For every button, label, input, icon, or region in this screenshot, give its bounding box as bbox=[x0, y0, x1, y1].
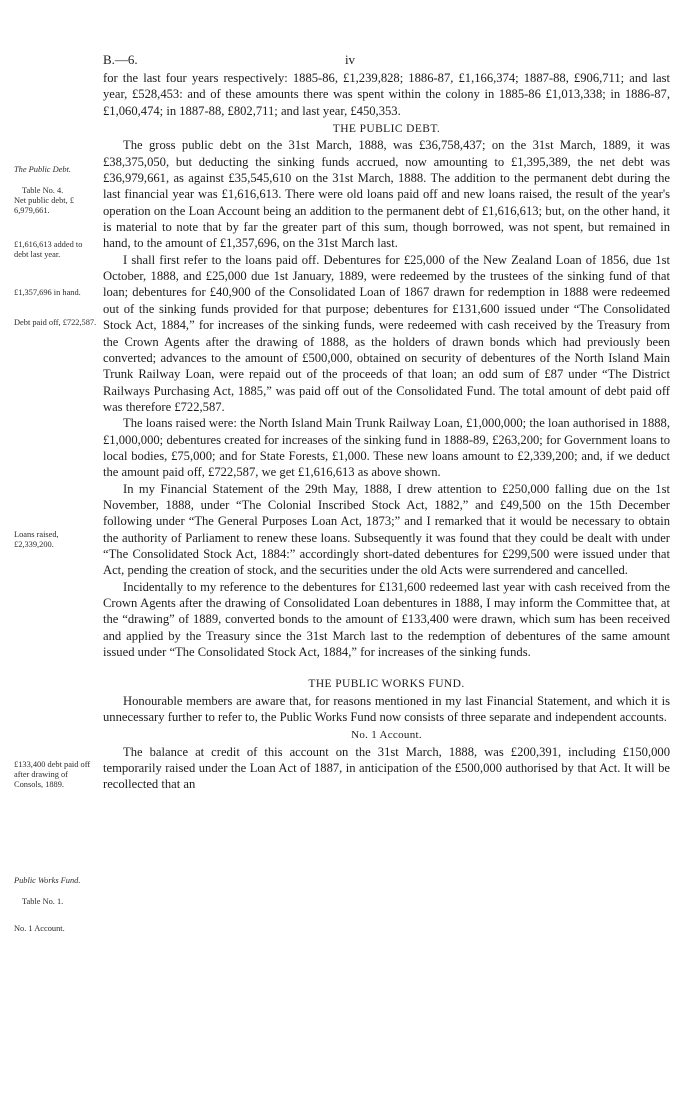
margin-note-table-1: Table No. 1. bbox=[22, 897, 64, 906]
margin-note-debt-paid-after-drawing: £133,400 debt paid off after drawing of Consols, 1889. bbox=[14, 760, 91, 789]
page-reference: B.—6. bbox=[103, 52, 138, 67]
margin-note-added-to-debt: £1,616,613 added to debt last year. bbox=[14, 240, 83, 259]
margin-note-debt-paid-off: Debt paid off, £722,587. bbox=[14, 318, 97, 327]
heading-public-works-fund: THE PUBLIC WORKS FUND. bbox=[308, 678, 465, 691]
paragraph-incidentally: Incidentally to my reference to the debentures for £131,600 redeemed last year with cash received from the Crown Agents after the drawing of Consolidated Loan debentures in 1888, I may inform the Committee that, at the “drawing” of 1889, converted bonds to the amount of £133,400 were drawn, which sum has been received and applied by the Treasury since the 31st March last to the redemption of debentures of the same amount issued under “The Consolidated Stock Act, 1884,” for increases of the sinking funds. bbox=[103, 579, 670, 660]
paragraph-gross-debt: The gross public debt on the 31st March, 1888, was £36,758,437; on the 31st March, 1889, it was £38,375,050, but deducting the sinking funds accrued, now amounting to £1,395,389, the net debt was £36,979,661, as against £35,545,610 on the 31st March, 1888. The addition to the permanent debt during the last financial year was £1,616,613. There were old loans paid off and new loans raised, the result of the year's operation on the Loan Account being an addition to the permanent debt of £1,616,613; but, on the other hand, it is material to note that by far the greater part of this sum, though borrowed, was not spent, but remained in hand, to the amount of £1,357,696, on the 31st March last. bbox=[103, 138, 670, 251]
paragraph-honourable-members: Honourable members are aware that, for reasons mentioned in my last Financial Statement, and which it is unnecessary further to refer to, the Public Works Fund now consists of three separate and independent accounts. bbox=[103, 693, 670, 725]
body-text bbox=[103, 70, 670, 793]
margin-note-public-works-fund: Public Works Fund. bbox=[14, 876, 81, 885]
margin-note-loans-raised: Loans raised, £2,339,200. bbox=[14, 530, 59, 549]
paragraph-continued: for the last four years respectively: 1885-86, £1,239,828; 1886-87, £1,166,374; 1887-88, £906,711; and last year, £528,453: and of these amounts there was spent within the colony in 1885-86 £1,013,338; in 1886-87, £1,060,474; in 1887-88, £802,711; and last year, £450,353. bbox=[103, 71, 670, 118]
heading-public-debt: THE PUBLIC DEBT. bbox=[332, 123, 441, 136]
page-number: iv bbox=[344, 52, 356, 67]
heading-no-1-account: No. 1 Account. bbox=[351, 729, 422, 742]
paragraph-loans-paid-off: I shall first refer to the loans paid off. Debentures for £25,000 of the New Zealand Loan of 1856, due 1st October, 1888, and £25,000 due 1st January, 1889, were redeemed by the trustees of the sinking fund of that loan; debentures for £40,900 of the Consolidated Loan of 1867 drawn for redemption in 1888 were redeemed out of the sinking funds provided for that purpose; debentures for £131,600 issued under “The Consolidated Stock Act, 1884,” for increases of the sinking funds, were redeemed with cash received by the Treasury from the Crown Agents after the drawing of 1888, as the holders of drawn bonds which had previously been converted; advances to the amount of £500,000, obtained on security of debentures of the North Island Main Trunk Railway Loan, were repaid out of the proceeds of that loan; an odd sum of £87 under “The District Railways Purchasing Act, 1885,” was paid off out of the Consolidated Fund. The total amount of debt paid off was therefore £722,587. bbox=[103, 252, 670, 414]
margin-note-in-hand: £1,357,696 in hand. bbox=[14, 288, 81, 297]
paragraph-financial-statement: In my Financial Statement of the 29th May, 1888, I drew attention to £250,000 falling due on the 1st November, 1888, under “The Colonial Inscribed Stock Act, 1882,” and £49,500 on the 15th December following under “The General Purposes Loan Act, 1873;” and I remarked that it would be necessary to obtain the authority of Parliament to renew these loans. Subsequently it was found that they could be dealt with under “The Consolidated Stock Act, 1884:” accordingly short-dated debentures for £299,500 were issued under that Act, pending the creation of stock, and the securities under the old Acts were surrendered and cancelled. bbox=[103, 481, 670, 578]
margin-note-table-4: Table No. 4. bbox=[22, 186, 64, 195]
paragraph-loans-raised: The loans raised were: the North Island Main Trunk Railway Loan, £1,000,000; the loan authorised in 1888, £1,000,000; debentures created for increases of the sinking fund in 1888-89, £263,200; for Government loans to local bodies, £75,000; and for State Forests, £1,000. These new loans amount to £2,339,200; and, if we deduct the amount paid off, £722,587, we get £1,616,613 as above shown. bbox=[103, 416, 670, 480]
margin-note-net-debt: Net public debt, £ 6,979,661. bbox=[14, 196, 75, 215]
margin-note-no-1-account: No. 1 Account. bbox=[14, 924, 65, 933]
paragraph-balance: The balance at credit of this account on the 31st March, 1888, was £200,391, including £150,000 temporarily raised under the Loan Act of 1887, in anticipation of the £500,000 authorised by that Act. It will be recollected that an bbox=[103, 744, 670, 792]
margin-note-public-debt: The Public Debt. bbox=[14, 165, 71, 174]
